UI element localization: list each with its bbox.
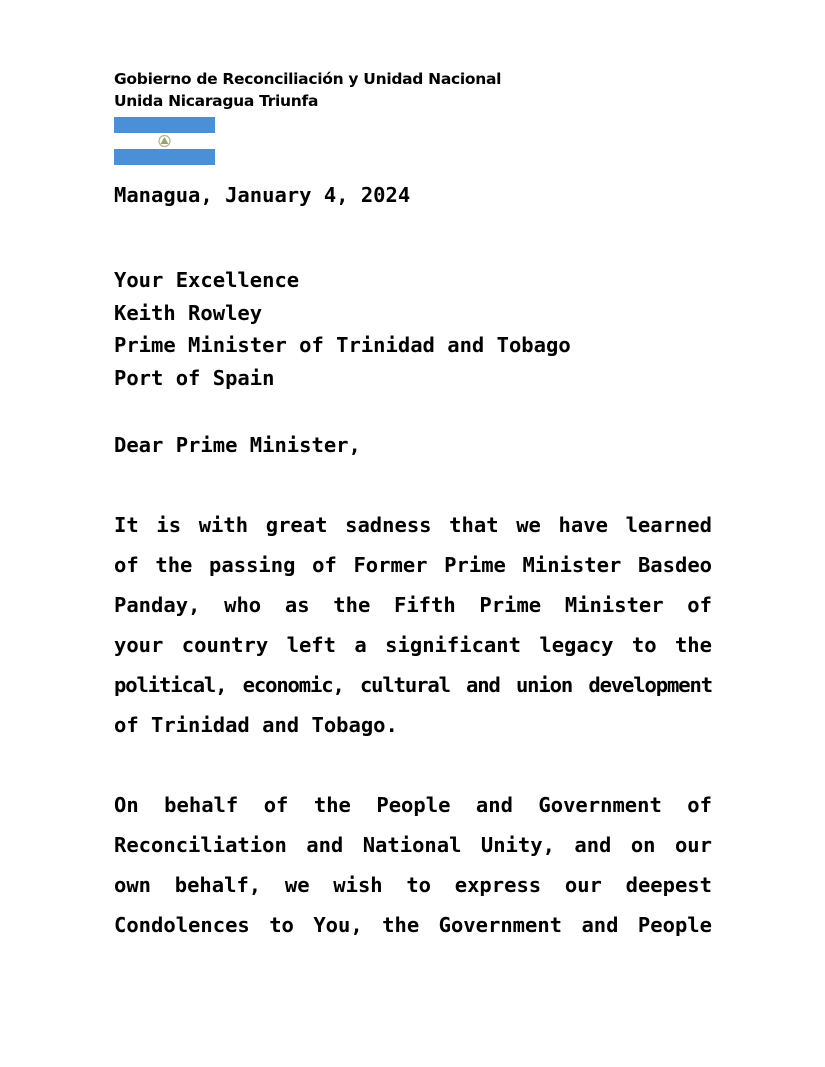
paragraph-line: political, economic, cultural and union development xyxy=(114,673,712,697)
paragraph-line: On behalf of the People and Government of xyxy=(114,793,712,817)
recipient-position: Prime Minister of Trinidad and Tobago xyxy=(114,333,571,357)
recipient-city: Port of Spain xyxy=(114,366,275,390)
letterhead-slogan: Unida Nicaragua Triunfa xyxy=(114,92,319,110)
paragraph-line: of the passing of Former Prime Minister Basdeo xyxy=(114,553,712,577)
recipient-title: Your Excellence xyxy=(114,268,300,292)
paragraph-line: your country left a significant legacy to the xyxy=(114,633,712,657)
paragraph-line: of Trinidad and Tobago. xyxy=(114,713,398,737)
letter-date: Managua, January 4, 2024 xyxy=(114,183,411,207)
recipient-name: Keith Rowley xyxy=(114,301,263,325)
paragraph-line: Reconciliation and National Unity, and on our xyxy=(114,833,712,857)
body-paragraph-2 xyxy=(114,785,712,945)
paragraph-line: Condolences to You, the Government and People xyxy=(114,913,712,937)
letter-greeting: Dear Prime Minister, xyxy=(114,433,361,457)
body-paragraph-1 xyxy=(114,505,712,745)
paragraph-line: Panday, who as the Fifth Prime Minister of xyxy=(114,593,712,617)
paragraph-line: It is with great sadness that we have learned xyxy=(114,513,712,537)
paragraph-line: own behalf, we wish to express our deepest xyxy=(114,873,712,897)
letterhead-government-name: Gobierno de Reconciliación y Unidad Nacional xyxy=(114,70,502,88)
nicaragua-flag-icon xyxy=(114,117,215,165)
